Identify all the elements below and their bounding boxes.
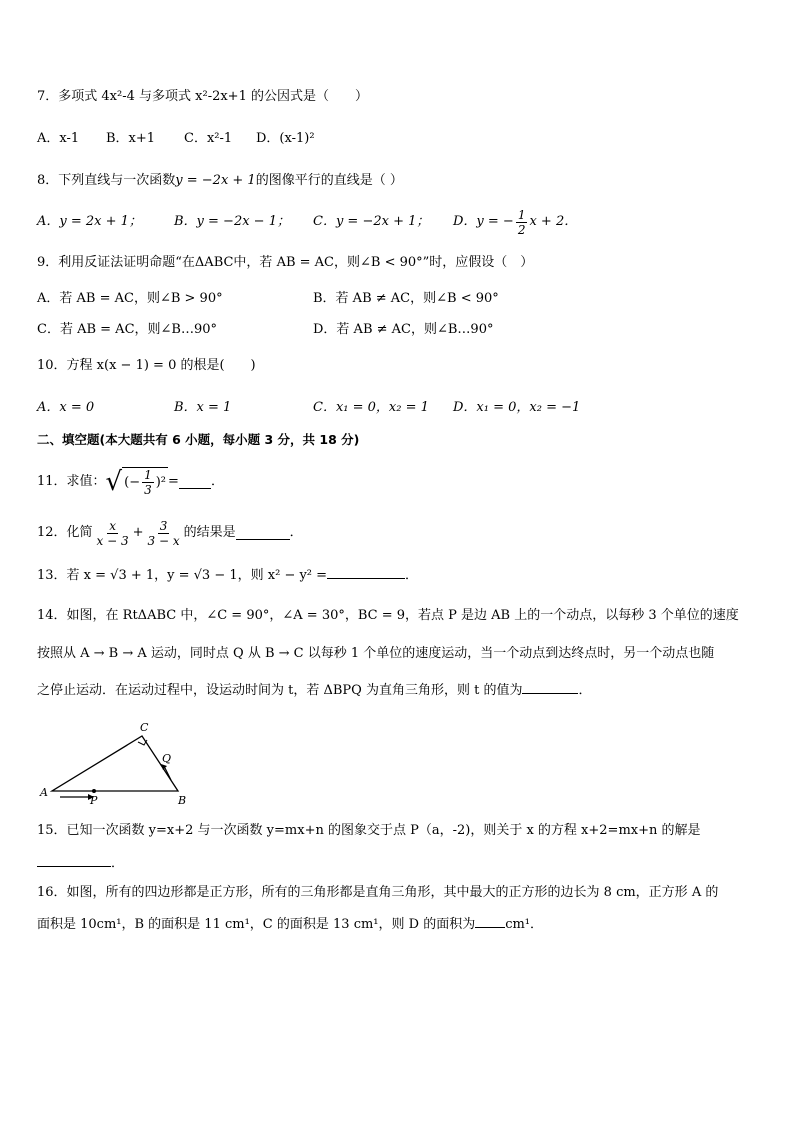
q9-option-d: D．若 AB ≠ AC，则∠B…90°: [313, 322, 494, 337]
q11-answer-blank[interactable]: [179, 476, 211, 489]
q11-inner-post: )²: [155, 474, 167, 490]
q10-option-a: A．x = 0: [37, 400, 95, 415]
q8-stem-pre: 8．下列直线与一次函数: [37, 173, 176, 188]
q14-line-3-text: 之停止运动．在运动过程中，设运动时间为 t，若 ΔBPQ 为直角三角形，则 t 的值为: [37, 683, 523, 698]
q11-post: =: [168, 474, 179, 489]
q10-option-b: B．x = 1: [174, 400, 232, 415]
q12-answer-blank[interactable]: [236, 527, 290, 540]
q11-line: [37, 462, 224, 502]
q15-answer-blank[interactable]: [37, 854, 111, 867]
q13-text: 13．若 x = √3 + 1，y = √3 − 1，则 x² − y² =: [37, 568, 328, 583]
q7-option-b: B．x+1: [106, 131, 156, 146]
q10-option-c: C．x₁ = 0，x₂ = 1: [313, 400, 429, 415]
q11-inner-pre: (−: [124, 474, 141, 490]
q10-stem: 10．方程 x(x − 1) = 0 的根是( ): [37, 358, 256, 373]
q12-fraction-1: [95, 519, 131, 548]
q8-option-b: B．y = −2x − 1；: [174, 214, 290, 229]
q10-option-d: D．x₁ = 0，x₂ = −1: [453, 400, 581, 415]
q8-option-d-fraction: [516, 208, 528, 237]
q16-line-2: [37, 915, 543, 934]
arrow-q-icon: [165, 768, 171, 780]
q15-line-2: [37, 854, 124, 873]
q8-option-d-post: x + 2．: [529, 214, 578, 229]
q14-end: ．: [578, 683, 592, 698]
q12-fraction-2: [146, 519, 182, 548]
q13-end: ．: [405, 568, 419, 583]
label-p: P: [90, 794, 98, 807]
q14-line-1: 14．如图，在 RtΔABC 中，∠C = 90°，∠A = 30°，BC = 9，若点 P 是边 AB 上的一个动点，以每秒 3 个单位的速度: [37, 608, 739, 623]
q8-stem-post: 的图像平行的直线是（ ）: [255, 173, 403, 188]
q8-option-d: [453, 203, 577, 241]
point-p: [92, 789, 96, 793]
q13-line: [37, 566, 418, 585]
q9-option-b: B．若 AB ≠ AC，则∠B < 90°: [313, 291, 499, 306]
label-c: C: [140, 721, 149, 734]
q11-sqrt-body: [122, 467, 168, 497]
q8-stem: [37, 172, 403, 190]
q16-line-1: 16．如图，所有的四边形都是正方形，所有的三角形都是直角三角形，其中最大的正方形的边长为 8 cm，正方形 A 的: [37, 885, 719, 900]
q14-triangle-figure: [30, 718, 200, 808]
q14-line-2: 按照从 A → B → A 运动，同时点 Q 从 B → C 以每秒 1 个单位的速度运动，当一个动点到达终点时，另一个动点也随: [37, 646, 715, 661]
label-q: Q: [162, 752, 172, 765]
q11-fraction: [142, 468, 154, 497]
q9-stem: 9．利用反证法证明命题“在ΔABC中，若 AB = AC，则∠B < 90°”时，应假设（ ）: [37, 255, 534, 270]
q14-answer-blank[interactable]: [522, 681, 578, 694]
label-a: A: [40, 786, 48, 799]
q7-option-d: D．(x-1)²: [256, 131, 315, 146]
sqrt-radical-icon: √: [105, 467, 123, 497]
q12-line: [37, 513, 303, 553]
q8-option-d-num: 1: [517, 207, 526, 222]
q11-sqrt: [106, 467, 168, 497]
label-b: B: [178, 794, 187, 807]
q16-unit: cm¹．: [505, 917, 544, 932]
q11-end: ．: [210, 474, 224, 489]
q12-end: ．: [289, 525, 303, 540]
q7-option-a: A．x-1: [37, 131, 80, 146]
q12-f1-den: x − 3: [96, 533, 129, 548]
q12-f1-num: x: [109, 518, 116, 533]
q14-line-3: [37, 681, 591, 700]
q8-option-a: A．y = 2x + 1；: [37, 214, 142, 229]
q16-answer-blank[interactable]: [475, 915, 505, 928]
q16-line-2-text: 面积是 10cm¹，B 的面积是 11 cm¹，C 的面积是 13 cm¹，则 D 的面积为: [37, 917, 476, 932]
q8-option-c: C．y = −2x + 1；: [313, 214, 430, 229]
q15-line-1: 15．已知一次函数 y=x+2 与一次函数 y=mx+n 的图象交于点 P（a，-2)，则关于 x 的方程 x+2=mx+n 的解是: [37, 823, 701, 838]
q7-option-c: C．x²-1: [184, 131, 233, 146]
q8-option-d-pre: D．y = −: [453, 214, 514, 229]
q12-f2-num: 3: [159, 518, 168, 533]
q12-plus: +: [132, 525, 144, 540]
q9-option-c: C．若 AB = AC，则∠B…90°: [37, 322, 218, 337]
q11-pre: 11．求值：: [37, 474, 106, 489]
q12-post: 的结果是: [183, 525, 236, 540]
q8-option-d-den: 2: [517, 222, 526, 237]
q12-pre: 12．化简: [37, 525, 93, 540]
q9-option-a: A．若 AB = AC，则∠B > 90°: [37, 291, 223, 306]
q7-stem: 7．多项式 4x²-4 与多项式 x²-2x+1 的公因式是（ ）: [37, 89, 368, 104]
section-heading-fill-in: 二、填空题(本大题共有 6 小题，每小题 3 分，共 18 分): [37, 432, 360, 447]
q13-answer-blank[interactable]: [327, 566, 405, 579]
q11-num: 1: [144, 468, 152, 482]
q15-end: ．: [111, 856, 125, 871]
triangle-abc: [52, 736, 178, 791]
q12-f2-den: 3 − x: [147, 533, 180, 548]
q8-stem-math: y = −2x + 1: [175, 173, 256, 188]
q11-den: 3: [144, 483, 152, 497]
